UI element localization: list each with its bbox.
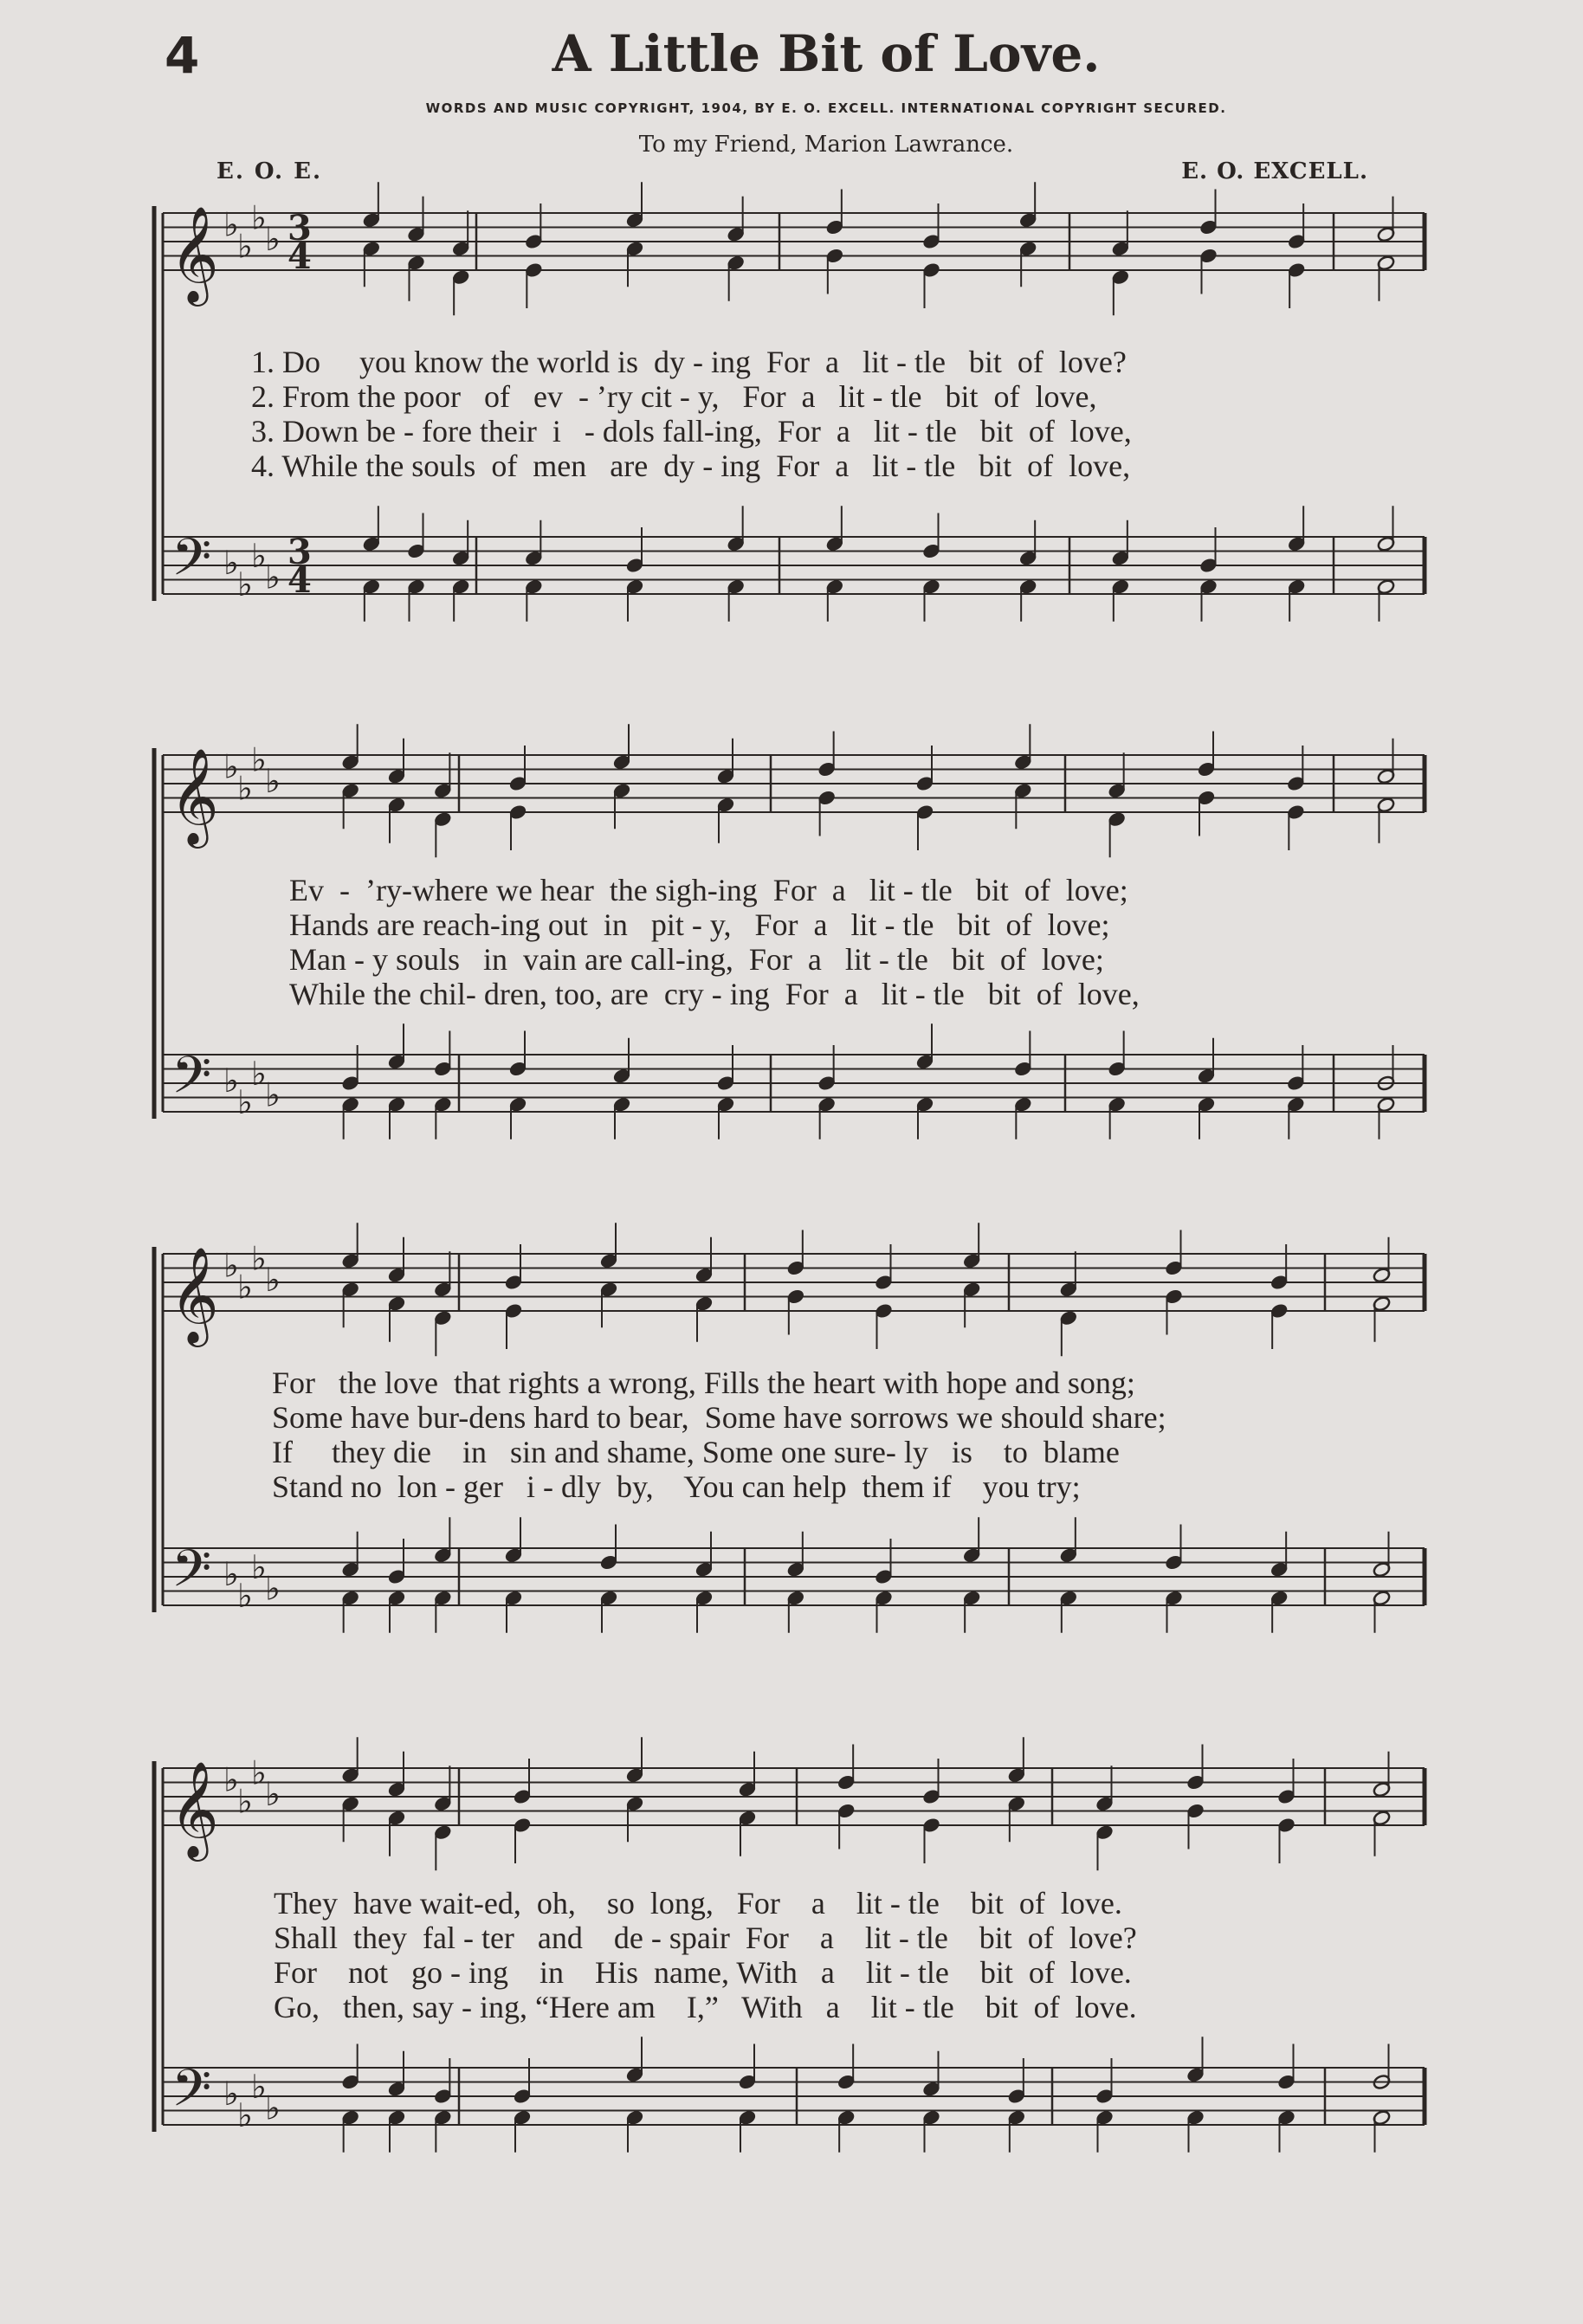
- flat-sign: ♭: [237, 1782, 253, 1821]
- flat-sign: ♭: [223, 2075, 239, 2113]
- lyric-line: Shall they fal - ter and de - spair For a lit - tle bit of love?: [274, 1921, 1137, 1955]
- time-signature-top: 3: [288, 532, 312, 572]
- lyric-line: Ev - ’ry-where we hear the sigh-ing For a lit - tle bit of love;: [289, 873, 1128, 907]
- flat-sign: ♭: [223, 1062, 239, 1100]
- flat-sign: ♭: [223, 1555, 239, 1593]
- lyric-line: Man - y souls in vain are call-ing, For a lit - tle bit of love;: [289, 942, 1104, 977]
- flat-sign: ♭: [237, 1082, 253, 1121]
- flat-sign: ♭: [265, 2088, 281, 2127]
- lyric-line: 1. Do you know the world is dy - ing For a lit - tle bit of love?: [251, 345, 1127, 379]
- lyric-line: Stand no lon - ger i - dly by, You can help them if you try;: [272, 1469, 1081, 1504]
- music-credit: E. O. EXCELL.: [1181, 158, 1368, 184]
- bass-clef: 𝄢: [171, 1044, 212, 1118]
- flat-sign: ♭: [223, 544, 239, 582]
- flat-sign: ♭: [237, 565, 253, 604]
- treble-clef: 𝄞: [170, 1760, 219, 1857]
- flat-sign: ♭: [223, 1760, 239, 1799]
- flat-sign: ♭: [251, 2067, 267, 2106]
- flat-sign: ♭: [237, 1268, 253, 1307]
- flat-sign: ♭: [251, 1753, 267, 1792]
- copyright-notice: WORDS AND MUSIC COPYRIGHT, 1904, BY E. O. EXCELL. INTERNATIONAL COPYRIGHT SECURED.: [425, 100, 1227, 116]
- treble-clef: 𝄞: [170, 1246, 219, 1343]
- dedication: To my Friend, Marion Lawrance.: [638, 132, 1014, 158]
- flat-sign: ♭: [265, 220, 281, 258]
- lyric-line: For not go - ing in His name, With a lit - tle bit of love.: [274, 1955, 1132, 1990]
- time-signature-bottom: 4: [288, 236, 312, 277]
- flat-sign: ♭: [265, 1775, 281, 1813]
- treble-clef: 𝄞: [170, 205, 219, 302]
- lyric-line: 2. From the poor of ev - ’ry cit - y, For a lit - tle bit of love,: [251, 379, 1097, 414]
- lyric-line: For the love that rights a wrong, Fills the heart with hope and song;: [272, 1365, 1135, 1400]
- flat-sign: ♭: [265, 558, 281, 597]
- treble-clef: 𝄞: [170, 747, 219, 844]
- flat-sign: ♭: [237, 227, 253, 266]
- lyric-line: Go, then, say - ing, “Here am I,” With a lit - tle bit of love.: [274, 1990, 1137, 2024]
- time-signature-bottom: 4: [288, 560, 312, 601]
- flat-sign: ♭: [265, 762, 281, 800]
- time-signature-top: 3: [288, 208, 312, 249]
- lyric-line: Some have bur-dens hard to bear, Some have sorrows we should share;: [272, 1400, 1166, 1435]
- flat-sign: ♭: [223, 205, 239, 244]
- lyric-line: 3. Down be - fore their i - dols fall-ing, For a lit - tle bit of love,: [251, 414, 1132, 449]
- flat-sign: ♭: [251, 740, 267, 779]
- page-number: 4: [165, 26, 200, 85]
- flat-sign: ♭: [223, 1246, 239, 1285]
- bass-clef: 𝄢: [171, 2057, 212, 2131]
- flat-sign: ♭: [237, 769, 253, 808]
- flat-sign: ♭: [251, 198, 267, 237]
- flat-sign: ♭: [237, 1576, 253, 1615]
- hymn-title: A Little Bit of Love.: [552, 24, 1101, 83]
- lyric-line: 4. While the souls of men are dy - ing For a lit - tle bit of love,: [251, 449, 1131, 483]
- flat-sign: ♭: [265, 1075, 281, 1114]
- bass-clef: 𝄢: [171, 526, 212, 600]
- lyric-line: Hands are reach-ing out in pit - y, For a lit - tle bit of love;: [289, 907, 1110, 942]
- flat-sign: ♭: [251, 1547, 267, 1586]
- lyric-line: They have wait-ed, oh, so long, For a lit - tle bit of love.: [274, 1886, 1122, 1921]
- flat-sign: ♭: [251, 1239, 267, 1278]
- flat-sign: ♭: [237, 2095, 253, 2134]
- flat-sign: ♭: [265, 1261, 281, 1299]
- flat-sign: ♭: [223, 747, 239, 786]
- flat-sign: ♭: [251, 536, 267, 575]
- words-credit: E. O. E.: [216, 158, 323, 184]
- bass-clef: 𝄢: [171, 1538, 212, 1611]
- flat-sign: ♭: [251, 1054, 267, 1093]
- lyric-line: While the chil- dren, too, are cry - ing For a lit - tle bit of love,: [289, 977, 1140, 1011]
- flat-sign: ♭: [265, 1569, 281, 1608]
- lyric-line: If they die in sin and shame, Some one sure- ly is to blame: [272, 1435, 1120, 1469]
